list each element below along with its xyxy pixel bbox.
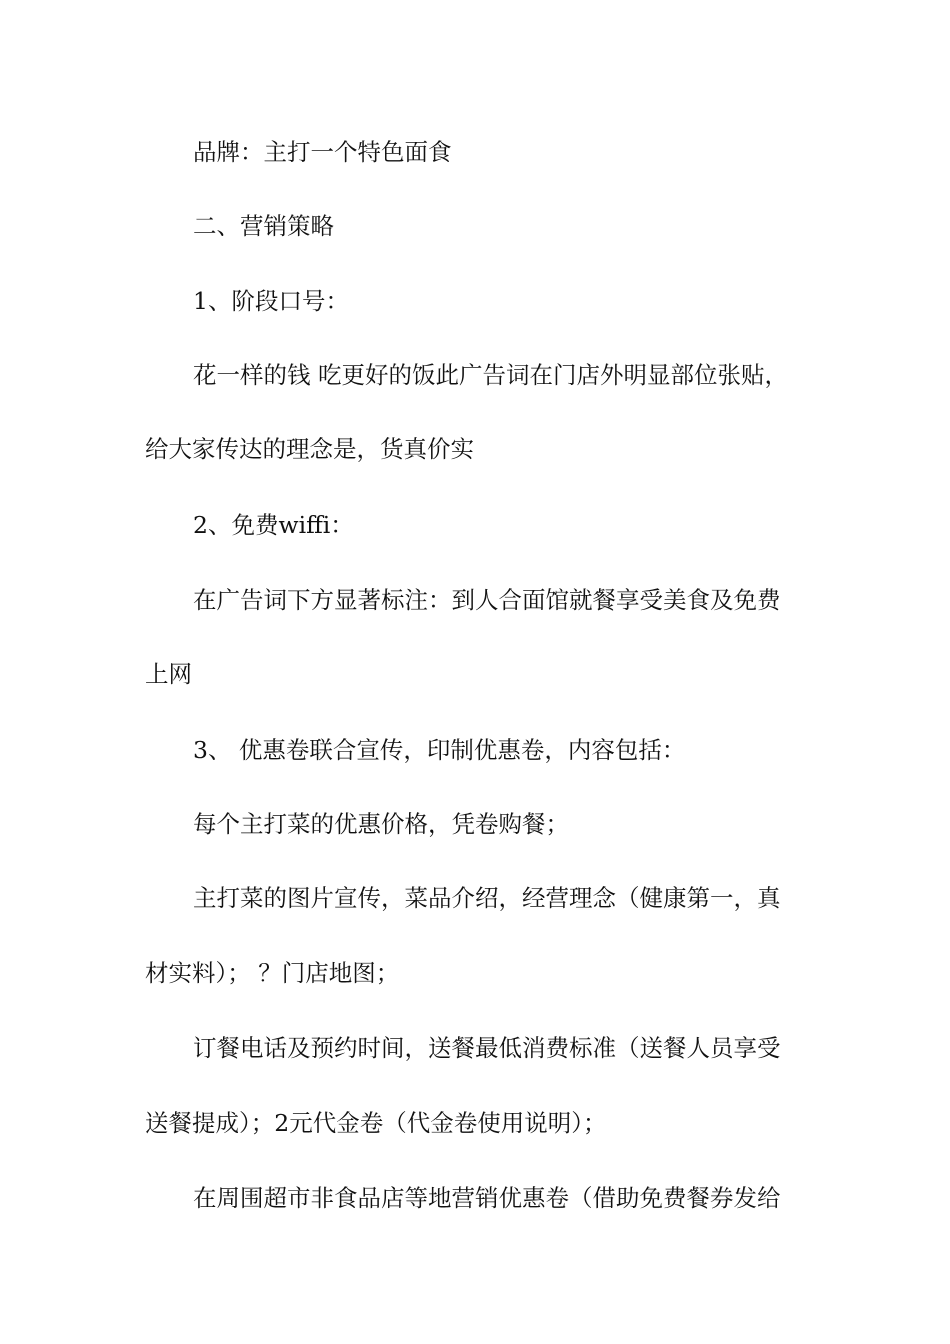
text-line-brand: 品牌：主打一个特色面食 — [193, 138, 452, 166]
subheading-slogan: 1、阶段口号： — [193, 287, 349, 315]
section-heading-marketing-strategy: 二、营销策略 — [193, 212, 334, 240]
paragraph-line: 主打菜的图片宣传，菜品介绍，经营理念（健康第一，真 — [193, 884, 781, 912]
paragraph-line: 花一样的钱 吃更好的饭此广告词在门店外明显部位张贴， — [193, 361, 788, 389]
paragraph-line: 上网 — [145, 660, 192, 688]
paragraph-line: 每个主打菜的优惠价格，凭卷购餐； — [193, 810, 569, 838]
subheading-coupon: 3、 优惠卷联合宣传，印制优惠卷，内容包括： — [193, 736, 686, 764]
paragraph-line: 送餐提成）；2元代金卷（代金卷使用说明）； — [145, 1109, 607, 1137]
subheading-free-wifi: 2、免费wiffi： — [193, 511, 354, 539]
paragraph-line: 在广告词下方显著标注：到人合面馆就餐享受美食及免费 — [193, 586, 781, 614]
paragraph-line: 订餐电话及预约时间，送餐最低消费标准（送餐人员享受 — [193, 1034, 781, 1062]
paragraph-line: 给大家传达的理念是，货真价实 — [145, 435, 474, 463]
paragraph-line: 材实料）； ？门店地图； — [145, 959, 400, 987]
paragraph-line: 在周围超市非食品店等地营销优惠卷（借助免费餐券发给 — [193, 1184, 781, 1212]
